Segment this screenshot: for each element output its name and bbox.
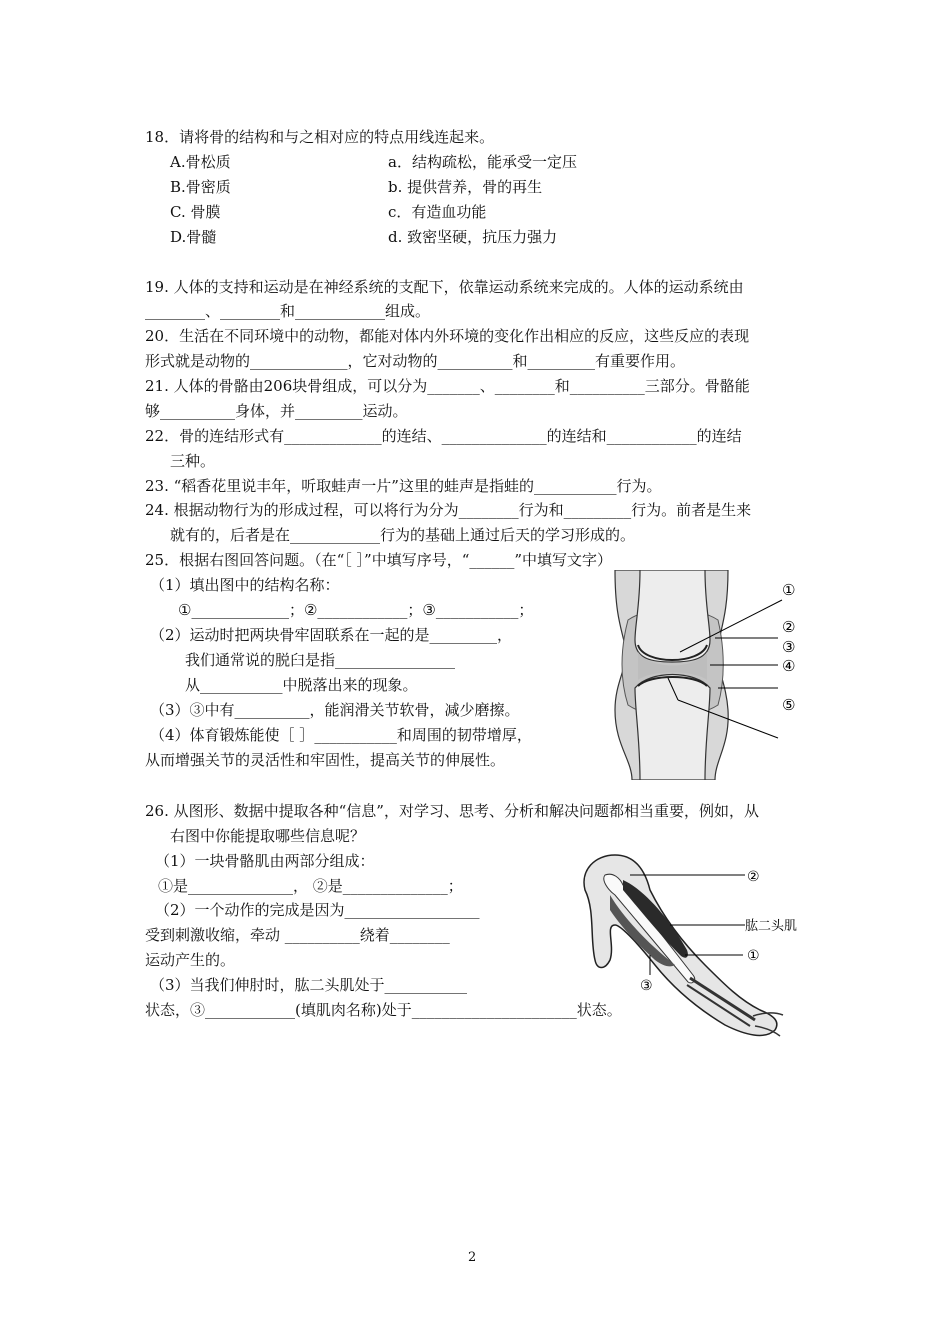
q26-part2b: 受到刺激收缩，牵动 __________绕着________ bbox=[145, 926, 450, 944]
page-number: 2 bbox=[468, 1250, 477, 1265]
q21-line1: 21. 人体的骨骼由206块骨组成，可以分为_______、________和__________三部分。骨骼能 bbox=[145, 377, 750, 395]
q25-part4: （4）体育锻炼能使［ ］___________和周围的韧带增厚， bbox=[150, 726, 532, 744]
q26-part2c: 运动产生的。 bbox=[145, 951, 236, 969]
q23-line1: 23. “稻香花里说丰年，听取蛙声一片”这里的蛙声是指蛙的___________行为。 bbox=[145, 477, 662, 495]
arm-label-biceps: 肱二头肌 bbox=[745, 919, 798, 934]
q25-part1: （1）填出图中的结构名称： bbox=[150, 576, 340, 594]
q25-part2c: 从___________中脱落出来的现象。 bbox=[185, 676, 418, 694]
q19-line1: 19. 人体的支持和运动是在神经系统的支配下，依靠运动系统来完成的。人体的运动系统由 bbox=[145, 278, 744, 296]
q18-right-c: c．有造血功能 bbox=[388, 203, 487, 221]
arm-label-2: ② bbox=[747, 869, 760, 885]
q25-stem: 25．根据右图回答问题。（在“［ ］”中填写序号，“______”中填写文字） bbox=[145, 551, 613, 569]
q18-right-a: a．结构疏松，能承受一定压 bbox=[388, 153, 577, 171]
joint-label-3: ③ bbox=[782, 638, 796, 656]
q19-line2: ________、________和____________组成。 bbox=[145, 302, 431, 320]
q18-right-d: d. 致密坚硬，抗压力强力 bbox=[388, 228, 558, 246]
q26-part3b: 状态，③____________(填肌肉名称)处于______________________状态。 bbox=[145, 1001, 622, 1019]
q24-line2: 就有的，后者是在____________行为的基础上通过后天的学习形成的。 bbox=[170, 526, 636, 544]
q18-left-c: C. 骨膜 bbox=[170, 203, 221, 221]
q25-part1-blanks: ①_____________；②____________；③___________； bbox=[178, 601, 534, 619]
q26-part3: （3）当我们伸肘时，肱二头肌处于___________ bbox=[150, 976, 468, 994]
arm-label-3: ③ bbox=[640, 978, 653, 994]
q26-part1-blanks: ①是______________， ②是______________； bbox=[158, 877, 463, 895]
q25-part3: （3）③中有__________，能润滑关节软骨，减少磨擦。 bbox=[150, 701, 520, 719]
joint-label-5: ⑤ bbox=[782, 696, 796, 714]
q18-left-a: A.骨松质 bbox=[170, 153, 231, 171]
q26-stem2: 右图中你能提取哪些信息呢？ bbox=[170, 827, 366, 845]
q18-stem: 18．请将骨的结构和与之相对应的特点用线连起来。 bbox=[145, 128, 495, 146]
arm-muscle-diagram bbox=[575, 850, 815, 1045]
q25-part4b: 从而增强关节的灵活性和牢固性，提高关节的伸展性。 bbox=[145, 751, 506, 769]
q20-line1: 20．生活在不同环境中的动物，都能对体内外环境的变化作出相应的反应，这些反应的表现 bbox=[145, 327, 750, 345]
q18-left-d: D.骨髓 bbox=[170, 228, 217, 246]
q24-line1: 24. 根据动物行为的形成过程，可以将行为分为________行为和_________行为。前者是生来 bbox=[145, 501, 752, 519]
arm-label-1: ① bbox=[747, 948, 760, 964]
q18-left-b: B.骨密质 bbox=[170, 178, 231, 196]
q22-line2: 三种。 bbox=[170, 452, 216, 470]
q22-line1: 22．骨的连结形式有_____________的连结、______________的连结和____________的连结 bbox=[145, 427, 742, 445]
q26-stem1: 26. 从图形、数据中提取各种“信息”，对学习、思考、分析和解决问题都相当重要，例如，从 bbox=[145, 802, 759, 820]
q25-part2: （2）运动时把两块骨牢固联系在一起的是_________， bbox=[150, 626, 513, 644]
joint-label-2: ② bbox=[782, 618, 796, 636]
q26-part2: （2）一个动作的完成是因为__________________ bbox=[155, 901, 480, 919]
joint-label-1: ① bbox=[782, 581, 796, 599]
q20-line2: 形式就是动物的_____________，它对动物的__________和_________有重要作用。 bbox=[145, 352, 686, 370]
q21-line2: 够__________身体，并_________运动。 bbox=[145, 402, 408, 420]
joint-diagram bbox=[610, 570, 820, 780]
q25-part2b: 我们通常说的脱臼是指________________ bbox=[185, 651, 456, 669]
q18-right-b: b. 提供营养，骨的再生 bbox=[388, 178, 543, 196]
joint-label-4: ④ bbox=[782, 657, 796, 675]
q26-part1: （1）一块骨骼肌由两部分组成： bbox=[155, 852, 375, 870]
